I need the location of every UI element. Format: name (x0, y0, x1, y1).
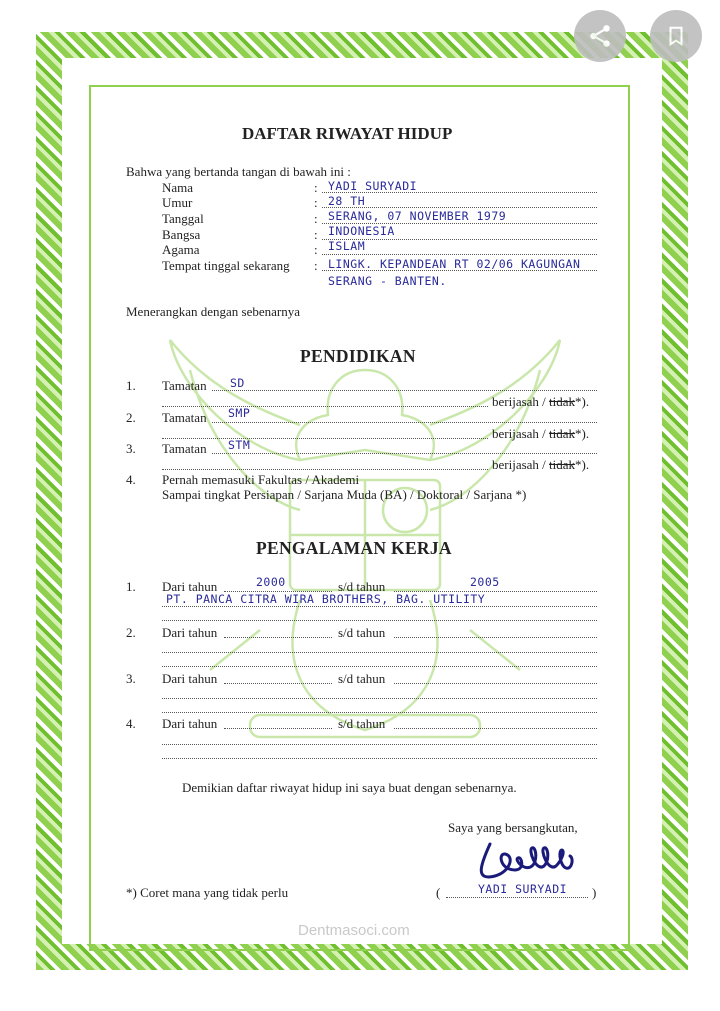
fill-line (162, 606, 597, 607)
education-label-2: Tamatan (162, 410, 207, 425)
age-value: 28 TH (328, 194, 366, 208)
document-title: DAFTAR RIWAYAT HIDUP (242, 124, 453, 143)
bookmark-button[interactable] (650, 10, 702, 62)
footnote: *) Coret mana yang tidak perlu (126, 885, 289, 900)
education-value-3: STM (228, 438, 251, 452)
colon: : (314, 211, 318, 226)
work-to-label-3: s/d tahun (338, 671, 386, 686)
paren-close: ) (592, 885, 597, 900)
share-button[interactable] (574, 10, 626, 62)
fill-line (394, 637, 597, 638)
fill-line (212, 453, 597, 454)
bookmark-icon (665, 24, 687, 48)
education-label-1: Tamatan (162, 378, 207, 393)
colon: : (314, 227, 318, 242)
work-heading: PENGALAMAN KERJA (256, 538, 452, 558)
work-to-1: 2005 (470, 575, 500, 589)
fill-line (162, 652, 597, 653)
fill-line (162, 469, 488, 470)
fill-line (212, 422, 597, 423)
work-num-1: 1. (126, 579, 136, 594)
education-item4-line1: Pernah memasuki Fakultas / Akademi (162, 472, 360, 487)
address-value-line2: SERANG - BANTEN. (328, 274, 447, 288)
watermark-text: Dentmasoci.com (298, 922, 410, 939)
address-value-line1: LINGK. KEPANDEAN RT 02/06 KAGUNGAN (328, 257, 581, 271)
education-value-1: SD (230, 376, 245, 390)
work-to-label-2: s/d tahun (338, 625, 386, 640)
work-from-label-3: Dari tahun (162, 671, 218, 686)
work-from-label-4: Dari tahun (162, 716, 218, 731)
date-value: SERANG, 07 NOVEMBER 1979 (328, 209, 507, 223)
education-label-3: Tamatan (162, 441, 207, 456)
nation-value: INDONESIA (328, 224, 395, 238)
work-num-4: 4. (126, 716, 136, 731)
education-num-3: 3. (126, 441, 136, 456)
fill-line (394, 728, 597, 729)
age-label: Umur (162, 195, 193, 210)
fill-line (224, 683, 332, 684)
colon: : (314, 242, 318, 257)
work-num-2: 2. (126, 625, 136, 640)
signature-name: YADI SURYADI (478, 882, 568, 896)
fill-line (162, 620, 597, 621)
colon: : (314, 180, 318, 195)
education-num-1: 1. (126, 378, 136, 393)
declare-text: Menerangkan dengan sebenarnya (126, 304, 300, 319)
closing-text: Demikian daftar riwayat hidup ini saya buat dengan sebenarnya. (182, 780, 517, 795)
address-label: Tempat tinggal sekarang (162, 258, 290, 273)
date-label: Tanggal (162, 211, 204, 226)
share-icon (587, 23, 613, 49)
fill-line (224, 637, 332, 638)
colon: : (314, 258, 318, 273)
work-to-label-4: s/d tahun (338, 716, 386, 731)
nation-label: Bangsa (162, 227, 201, 242)
work-from-label-1: Dari tahun (162, 579, 218, 594)
fill-line (162, 698, 597, 699)
religion-value: ISLAM (328, 239, 366, 253)
fill-line (162, 438, 488, 439)
fill-line (162, 406, 488, 407)
colon: : (314, 195, 318, 210)
education-heading: PENDIDIKAN (300, 346, 416, 366)
education-num-4: 4. (126, 472, 136, 487)
name-value: YADI SURYADI (328, 179, 418, 193)
fill-line (212, 390, 597, 391)
work-from-label-2: Dari tahun (162, 625, 218, 640)
paren-open: ( (436, 885, 441, 900)
education-suffix-1: berijasah / tidak*). (492, 394, 590, 409)
fill-line (162, 712, 597, 713)
signature (470, 836, 580, 886)
name-label: Nama (162, 180, 194, 195)
fill-line (224, 728, 332, 729)
work-to-label-1: s/d tahun (338, 579, 386, 594)
education-item4-line2: Sampai tingkat Persiapan / Sarjana Muda (BA) / Doktoral / Sarjana *) (162, 487, 527, 502)
fill-line (162, 666, 597, 667)
education-num-2: 2. (126, 410, 136, 425)
work-from-1: 2000 (256, 575, 286, 589)
signer-label: Saya yang bersangkutan, (448, 820, 578, 835)
work-num-3: 3. (126, 671, 136, 686)
education-suffix-3: berijasah / tidak*). (492, 457, 590, 472)
work-detail-1: PT. PANCA CITRA WIRA BROTHERS, BAG. UTILITY (166, 592, 486, 606)
fill-line (162, 758, 597, 759)
intro-text: Bahwa yang bertanda tangan di bawah ini : (126, 164, 351, 179)
fill-line (394, 683, 597, 684)
education-suffix-2: berijasah / tidak*). (492, 426, 590, 441)
fill-line (446, 897, 588, 898)
religion-label: Agama (162, 242, 200, 257)
fill-line (322, 254, 597, 255)
education-value-2: SMP (228, 406, 251, 420)
fill-line (162, 744, 597, 745)
